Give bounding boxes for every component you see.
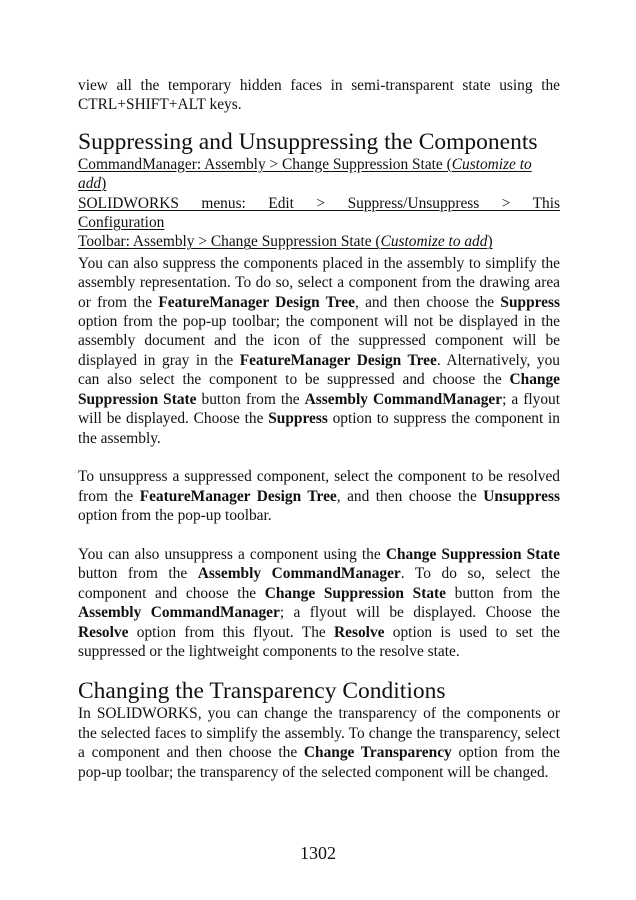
toolbar-path-label2-text: Assembly > Change Suppression State ( bbox=[129, 233, 381, 251]
text-run: In SOLIDWORKS, you can change the transparency of the components or the selected faces to simplify the assembly. To change the transparency, select a component and then choose the bbox=[78, 705, 560, 762]
text-run: ; a flyout will be displayed. Choose the bbox=[78, 390, 560, 428]
bold-term: Unsuppress bbox=[483, 487, 560, 505]
bold-term: Resolve bbox=[78, 623, 129, 641]
bold-term: FeatureManager Design Tree bbox=[158, 293, 355, 311]
menus-path bbox=[78, 194, 560, 213]
page-number: 1302 bbox=[300, 843, 336, 863]
page-content bbox=[78, 76, 560, 782]
menus-path-cont: Configuration bbox=[78, 214, 165, 232]
toolbar-path-close: ) bbox=[487, 233, 493, 251]
bold-term: Suppress bbox=[268, 410, 328, 428]
text-run: , and then choose the bbox=[354, 293, 501, 311]
bold-term: FeatureManager Design Tree bbox=[239, 351, 437, 369]
bold-term: Resolve bbox=[334, 623, 385, 641]
commandmanager-path bbox=[78, 155, 560, 194]
menus-path-label: SOLIDWORKS menus: Edit > Suppress/Unsuppress > This bbox=[78, 194, 560, 212]
commandmanager-path-close: ) bbox=[101, 175, 107, 193]
bold-term: Assembly CommandManager bbox=[197, 565, 401, 583]
intro-paragraph: view all the temporary hidden faces in semi-transparent state using the CTRL+SHIFT+ALT keys. bbox=[78, 77, 560, 114]
text-run: button from the bbox=[445, 584, 560, 602]
text-run: You can also unsuppress a component using the bbox=[78, 545, 386, 563]
text-run: option is used to set the suppressed or the lightweight components to the resolve state. bbox=[78, 623, 560, 660]
paragraph-spacer bbox=[78, 448, 560, 467]
paragraph-spacer bbox=[78, 526, 560, 545]
resolve-paragraph bbox=[78, 545, 560, 661]
text-run: You can also suppress the components placed in the assembly to simplify the assembly representation. To do so, select a component from the drawing area or from the bbox=[78, 254, 560, 311]
bold-term: Assembly CommandManager bbox=[78, 604, 280, 622]
text-run: option from the pop-up toolbar. bbox=[78, 507, 272, 525]
text-run: ; a flyout will be displayed. Choose the bbox=[279, 604, 560, 622]
suppress-paragraph bbox=[78, 254, 560, 448]
commandmanager-path-italic: Customize to add bbox=[78, 155, 532, 193]
text-run: option from the pop-up toolbar; the transparency of the selected component will be changed. bbox=[78, 744, 560, 781]
bold-term: Assembly CommandManager bbox=[304, 390, 503, 408]
bold-term: Change Suppression State bbox=[264, 584, 446, 602]
toolbar-path-label2 bbox=[130, 233, 381, 250]
toolbar-path-italic: Customize to add bbox=[380, 233, 488, 251]
text-run: option from the pop-up toolbar; the component will not be displayed in the assembly document and the icon of the suppressed component will be displayed in gray in the bbox=[78, 313, 560, 369]
bold-term: Change Transparency bbox=[303, 744, 452, 762]
text-run: button from the bbox=[78, 565, 198, 583]
bold-term: FeatureManager Design Tree bbox=[139, 487, 337, 505]
toolbar-path bbox=[78, 232, 560, 251]
text-run: option from this flyout. The bbox=[128, 623, 335, 641]
bold-term: Change Suppression State bbox=[385, 545, 561, 563]
text-run: option to suppress the component in the assembly. bbox=[78, 410, 560, 447]
bold-term: Change Suppression State bbox=[78, 371, 560, 408]
unsuppress-paragraph bbox=[78, 467, 560, 525]
text-run: . Alternatively, you can also select the component to be suppressed and choose the bbox=[78, 351, 560, 389]
menus-path-continuation bbox=[78, 213, 560, 232]
text-run: . To do so, select the component and choose the bbox=[78, 565, 560, 602]
text-run: To unsuppress a suppressed component, select the component to be resolved from the bbox=[78, 468, 560, 505]
section-heading-transparency: Changing the Transparency Conditions bbox=[78, 678, 446, 705]
section-heading-suppressing: Suppressing and Unsuppressing the Components bbox=[78, 128, 538, 155]
toolbar-path-label1: Toolbar: bbox=[78, 233, 130, 251]
text-run: button from the bbox=[196, 390, 305, 408]
commandmanager-path-label: CommandManager: Assembly > Change Suppression State ( bbox=[78, 155, 452, 173]
transparency-paragraph bbox=[78, 704, 560, 782]
bold-term: Suppress bbox=[500, 293, 560, 311]
text-run: , and then choose the bbox=[336, 487, 484, 505]
